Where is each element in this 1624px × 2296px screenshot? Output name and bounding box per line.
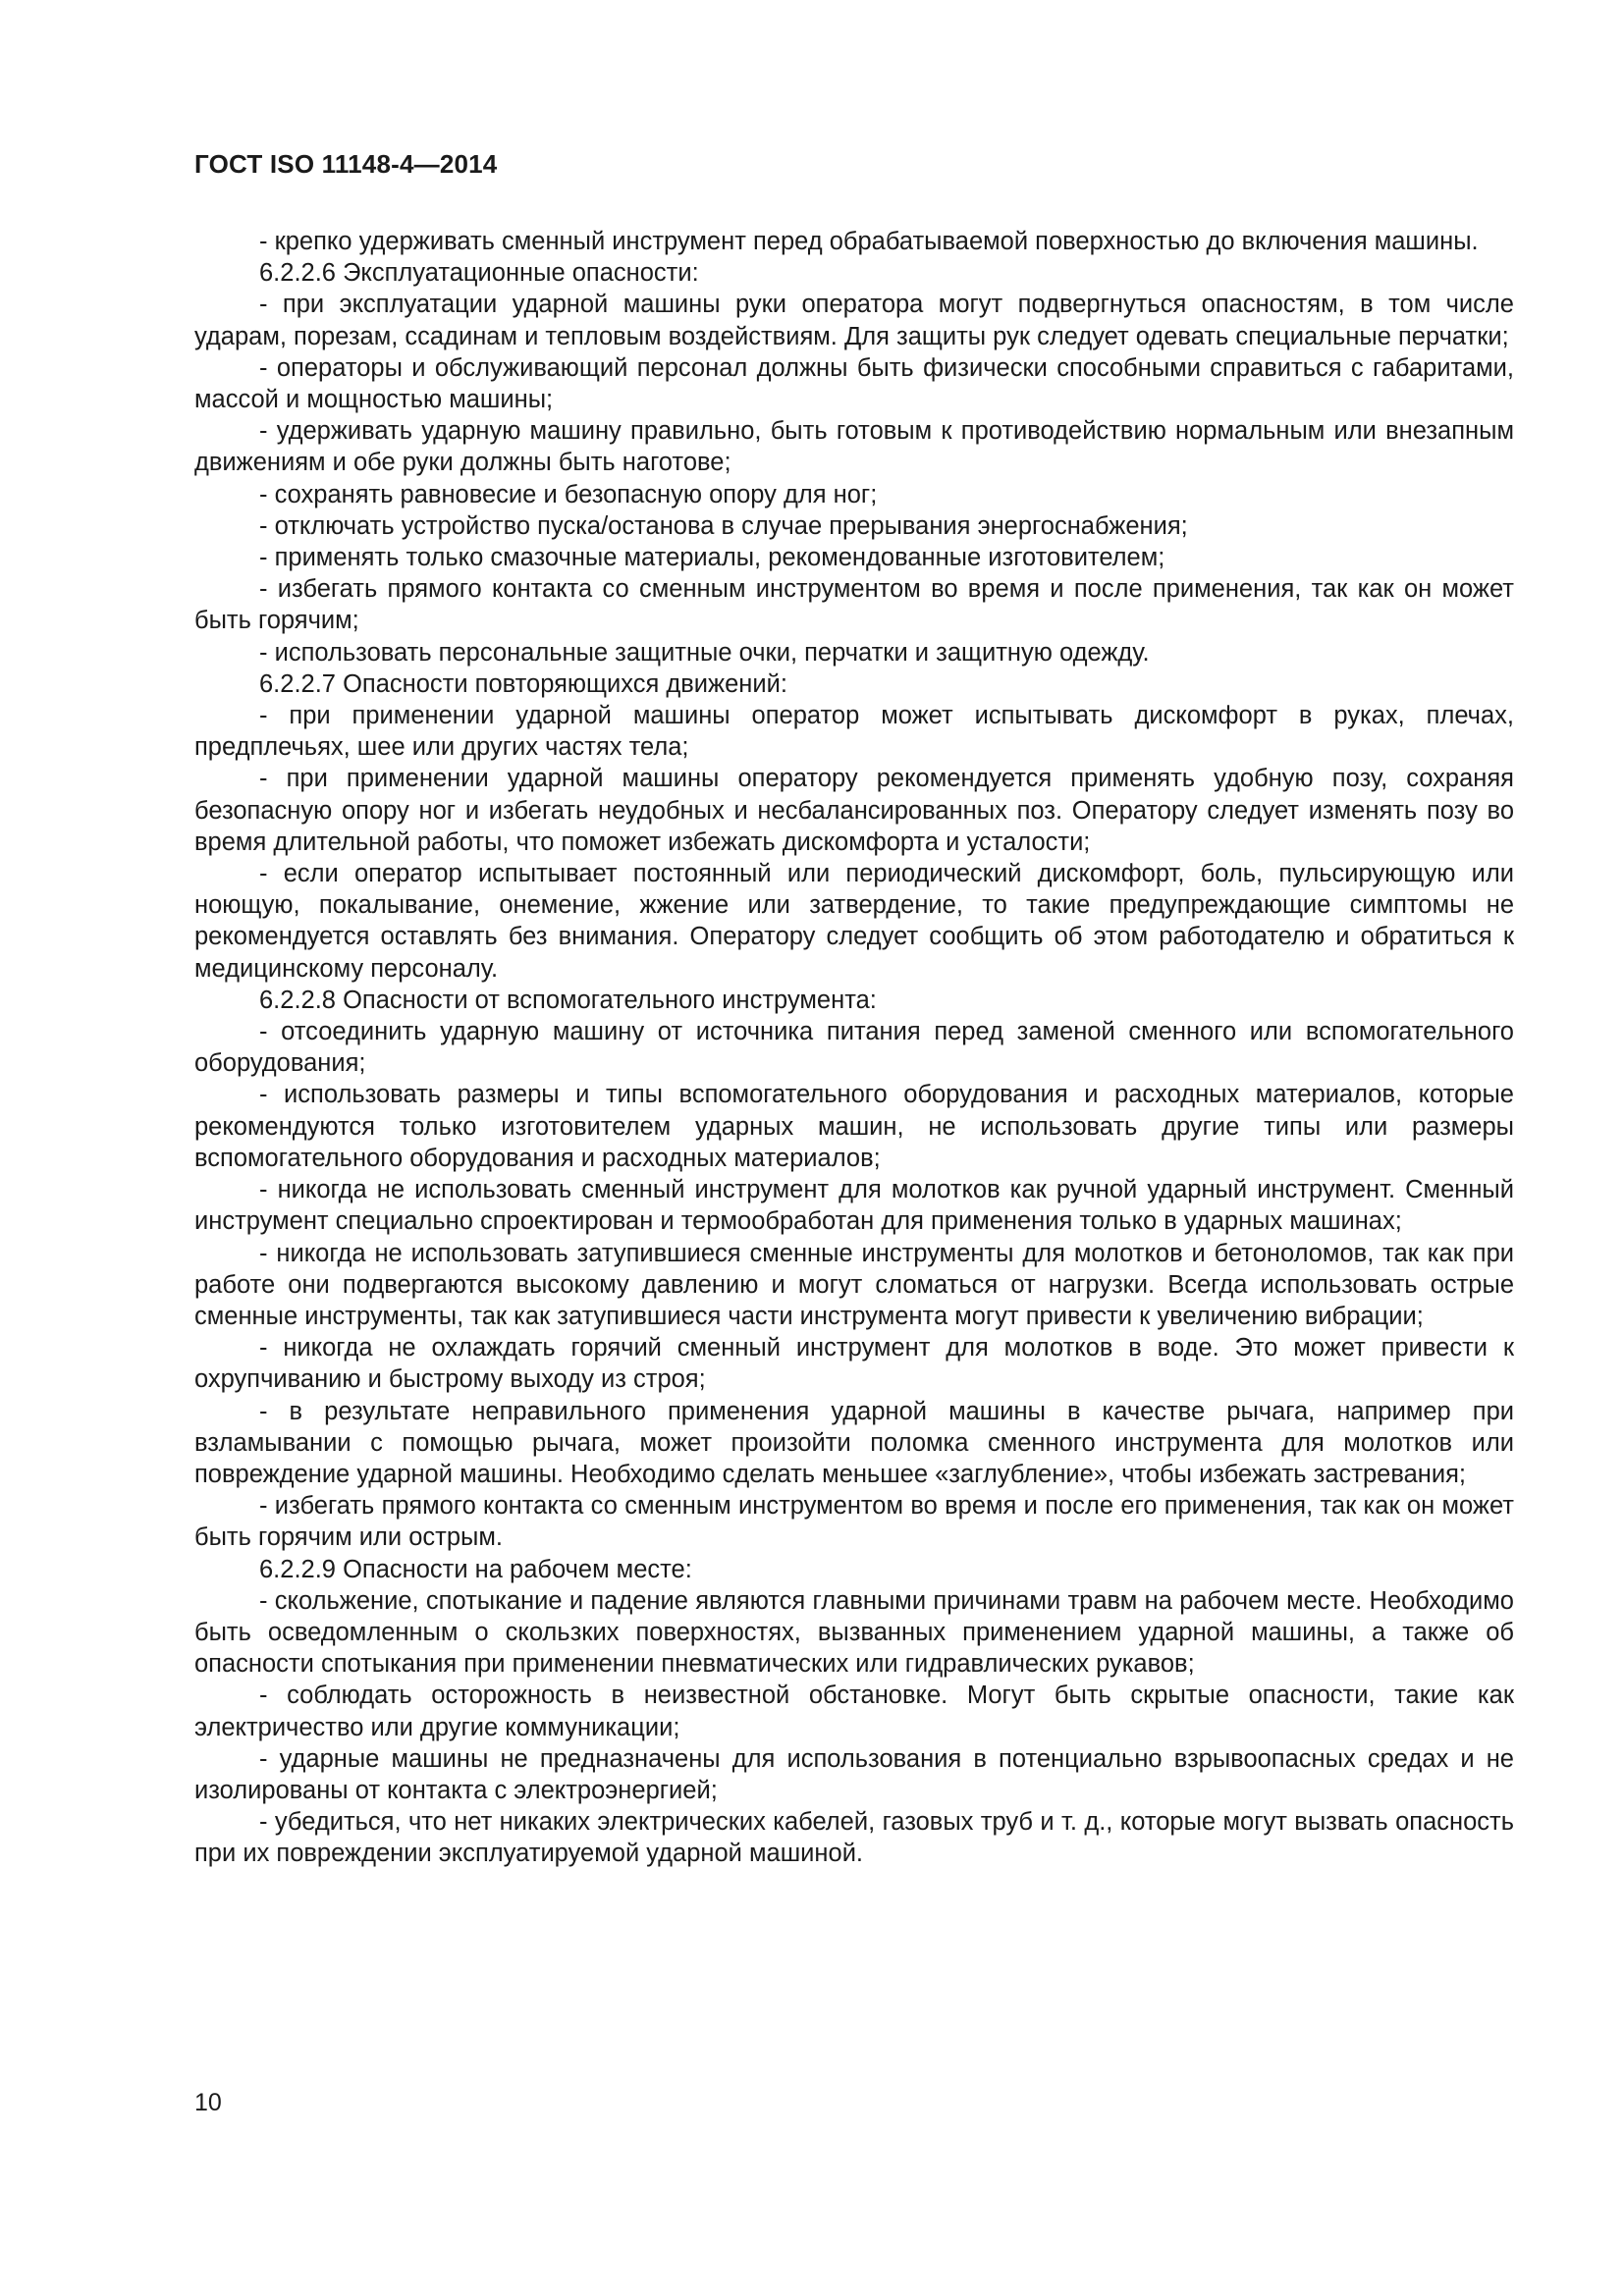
- section-heading: 6.2.2.6 Эксплуатационные опасности:: [259, 259, 699, 288]
- list-item: - избегать прямого контакта со сменным инструментом во время и после его применения, так как он может быть горячим или острым.: [194, 1492, 1514, 1552]
- list-item: - использовать персональные защитные очки, перчатки и защитную одежду.: [259, 638, 1150, 667]
- list-item: - операторы и обслуживающий персонал должны быть физически способными справиться с габаритами, массой и мощностью машины;: [194, 353, 1514, 414]
- section-heading: 6.2.2.9 Опасности на рабочем месте:: [259, 1555, 692, 1583]
- list-item: - если оператор испытывает постоянный или периодический дискомфорт, боль, пульсирующую или ноющую, покалывание, онемение, жжение или затвердение, то такие предупреждающие симптомы не рекомендуется оставлять без внимания. Оператору следует сообщить об этом работодателю и обратиться к медицинскому персоналу.: [194, 860, 1514, 983]
- list-item: - в результате неправильного применения ударной машины в качестве рычага, например при взламывании с помощью рычага, может произойти поломка сменного инструмента для молотков или повреждение ударной машины. Необходимо сделать меньшее «заглубление», чтобы избежать застревания;: [194, 1397, 1514, 1488]
- list-item: - скольжение, спотыкание и падение являются главными причинами травм на рабочем месте. Необходимо быть осведомленным о скользких поверхностях, вызванных применением ударной машины, а также об опасности спотыкания при применении пневматических или гидравлических рукавов;: [194, 1586, 1514, 1679]
- section-heading: 6.2.2.7 Опасности повторяющихся движений:: [259, 669, 787, 698]
- section-heading: 6.2.2.8 Опасности от вспомогательного инструмента:: [259, 986, 877, 1014]
- list-item: - никогда не охлаждать горячий сменный инструмент для молотков в воде. Это может привести к охрупчиванию и быстрому выходу из строя;: [194, 1334, 1514, 1394]
- list-item: - при эксплуатации ударной машины руки оператора могут подвергнуться опасностям, в том числе ударам, порезам, ссадинам и тепловым воздействиям. Для защиты рук следует одевать специальные перчатки;: [194, 291, 1514, 350]
- document-header: ГОСТ ISO 11148-4—2014: [194, 149, 498, 179]
- list-item: - применять только смазочные материалы, рекомендованные изготовителем;: [259, 544, 1165, 572]
- list-item: - ударные машины не предназначены для использования в потенциально взрывоопасных средах и не изолированы от контакта с электроэнергией;: [194, 1744, 1514, 1804]
- list-item: - избегать прямого контакта со сменным инструментом во время и после применения, так как он может быть горячим;: [194, 575, 1514, 635]
- list-item: - никогда не использовать сменный инструмент для молотков как ручной ударный инструмент. Сменный инструмент специально спроектирован и термообработан для применения только в ударных машинах;: [194, 1176, 1514, 1236]
- list-item: - никогда не использовать затупившиеся сменные инструменты для молотков и бетоноломов, так как при работе они подвергаются высокому давлению и могут сломаться от нагрузки. Всегда использовать острые сменные инструменты, так как затупившиеся части инструмента могут привести к увеличению вибрации;: [194, 1239, 1514, 1330]
- document-body: [194, 226, 1514, 1870]
- list-item: - при применении ударной машины оператор может испытывать дискомфорт в руках, плечах, предплечьях, шее или других частях тела;: [194, 702, 1514, 762]
- list-item: - использовать размеры и типы вспомогательного оборудования и расходных материалов, которые рекомендуются только изготовителем ударных машин, не использовать другие типы или размеры вспомогательного оборудования и расходных материалов;: [194, 1081, 1514, 1172]
- list-item: - отсоединить ударную машину от источника питания перед заменой сменного или вспомогательного оборудования;: [194, 1018, 1514, 1078]
- list-item: - сохранять равновесие и безопасную опору для ног;: [259, 480, 878, 508]
- list-item: - отключать устройство пуска/останова в случае прерывания энергоснабжения;: [259, 511, 1188, 540]
- list-item: - убедиться, что нет никаких электрических кабелей, газовых труб и т. д., которые могут вызвать опасность при их повреждении эксплуатируемой ударной машиной.: [194, 1808, 1514, 1868]
- page-number: 10: [194, 2089, 222, 2116]
- list-item: - крепко удерживать сменный инструмент перед обрабатываемой поверхностью до включения машины.: [259, 228, 1479, 255]
- list-item: - при применении ударной машины оператору рекомендуется применять удобную позу, сохраняя безопасную опору ног и избегать неудобных и несбалансированных поз. Оператору следует изменять позу во время длительной работы, что поможет избежать дискомфорта и усталости;: [194, 765, 1514, 856]
- list-item: - соблюдать осторожность в неизвестной обстановке. Могут быть скрытые опасности, такие как электричество или другие коммуникации;: [194, 1682, 1514, 1741]
- list-item: - удерживать ударную машину правильно, быть готовым к противодействию нормальным или внезапным движениям и обе руки должны быть наготове;: [194, 417, 1514, 477]
